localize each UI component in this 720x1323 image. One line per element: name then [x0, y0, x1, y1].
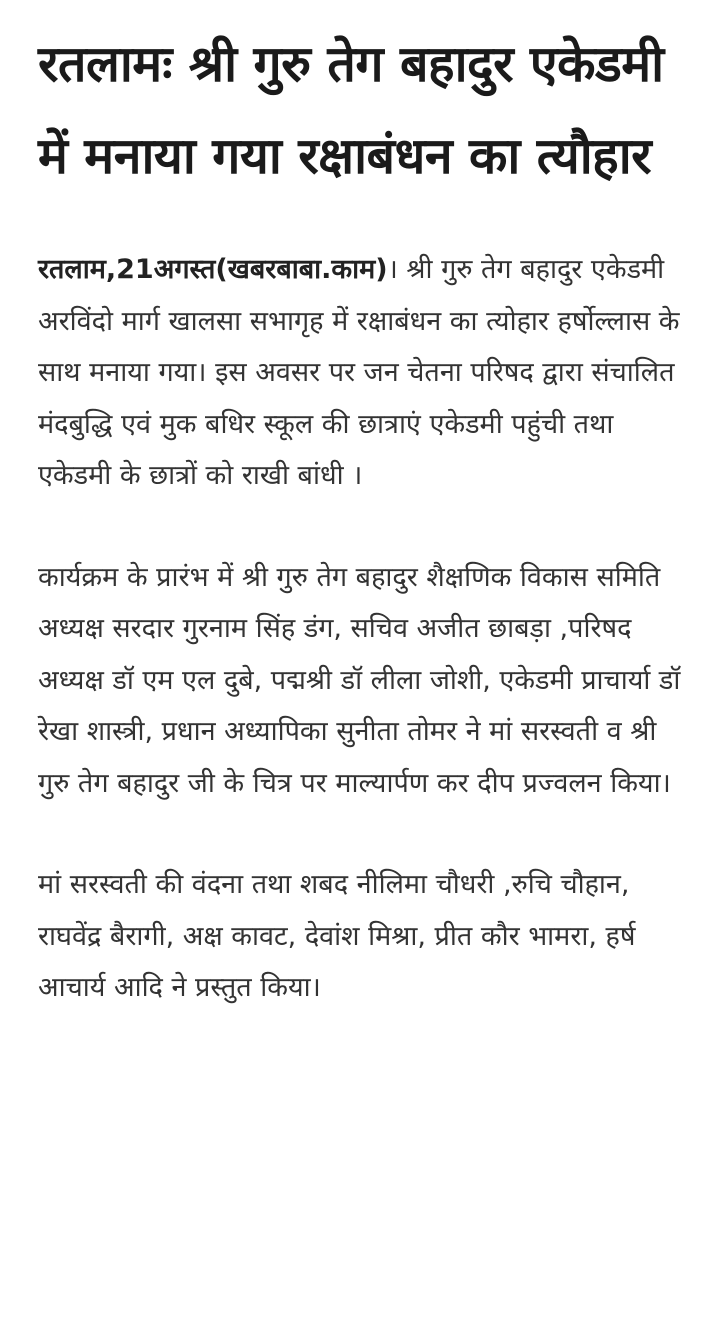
- article-paragraph-1: [38, 244, 688, 502]
- news-article: [38, 0, 688, 1014]
- article-paragraph-2: कार्यक्रम के प्रारंभ में श्री गुरु तेग बहादुर शैक्षणिक विकास समिति अध्यक्ष सरदार गुरनाम सिंह डंग, सचिव अजीत छाबड़ा ,परिषद अध्यक्ष डॉ एम एल दुबे, पद्मश्री डॉ लीला जोशी, एकेडमी प्राचार्या डॉ रेखा शास्त्री, प्रधान अध्यापिका सुनीता तोमर ने मां सरस्वती व श्री गुरु तेग बहादुर जी के चित्र पर माल्यार्पण कर दीप प्रज्वलन किया।: [38, 561, 681, 799]
- article-dateline: रतलाम,21अगस्त(खबरबाबा.काम): [38, 254, 388, 285]
- article-paragraph-3: मां सरस्वती की वंदना तथा शबद नीलिमा चौधरी ,रुचि चौहान, राघवेंद्र बैरागी, अक्ष कावट, देवांश मिश्रा, प्रीत कौर भामरा, हर्ष आचार्य आदि ने प्रस्तुत किया।: [38, 869, 636, 1003]
- article-headline: रतलामः श्री गुरु तेग बहादुर एकेडमी में मनाया गया रक्षाबंधन का त्यौहार: [38, 35, 664, 185]
- paragraph-1-text: । श्री गुरु तेग बहादुर एकेडमी अरविंदो मार्ग खालसा सभागृह में रक्षाबंधन का त्योहार हर्षोल्लास के साथ मनाया गया। इस अवसर पर जन चेतना परिषद द्वारा संचालित मंदबुद्धि एवं मुक बधिर स्कूल की छात्राएं एकेडमी पहुंची तथा एकेडमी के छात्रों को राखी बांधी ।: [38, 254, 680, 491]
